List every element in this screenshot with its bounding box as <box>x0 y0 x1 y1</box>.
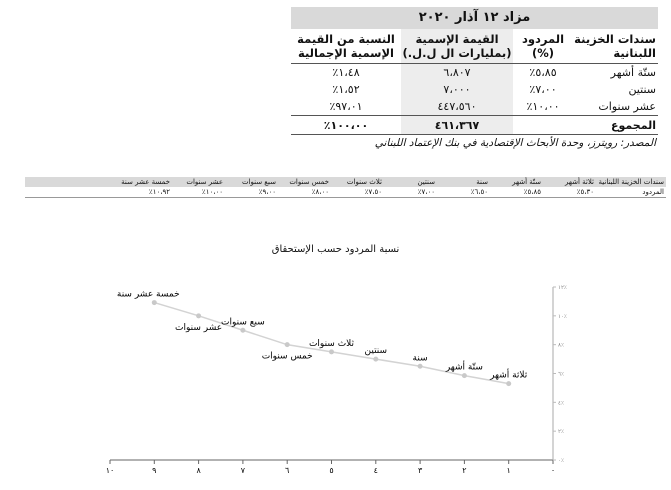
header-bonds: سندات الخزينة اللبنانية <box>574 32 656 60</box>
strip-header-cell: سنة <box>476 178 488 186</box>
x-tick-label: ١٠ <box>105 466 115 475</box>
data-point-marker <box>373 357 378 362</box>
cell-bond: سنتين <box>628 83 656 96</box>
cell-yield: ٥،٨٥٪ <box>529 66 557 79</box>
data-point-marker <box>418 364 423 369</box>
source-note: المصدر: رويترز، وحدة الأبحاث الإقتصادية في بنك الإعتماد اللبناني <box>374 137 656 149</box>
cell-nominal: ٤٤٧،٥٦٠ <box>401 98 513 115</box>
strip-value-cell: ١٠،٠٠٪ <box>201 188 223 196</box>
chart-title: نسبة المردود حسب الإستحقاق <box>271 244 400 255</box>
strip-header-cell: سبع سنوات <box>241 178 276 186</box>
strip-value-cell: ٩،٠٠٪ <box>258 188 276 196</box>
data-point-label: خمسة عشر سنة <box>116 289 180 300</box>
x-tick-label: ١ <box>506 466 511 475</box>
cell-bond: ستّة أشهر <box>610 66 656 79</box>
y-tick-label: ٨٪ <box>558 342 564 349</box>
cell-yield: ٧،٠٠٪ <box>529 83 557 96</box>
x-tick-label: ٢ <box>462 466 467 475</box>
total-label: المجموع <box>611 118 656 132</box>
strip-value-cell: ٧،٠٠٪ <box>417 188 435 196</box>
x-tick-label: ٣ <box>417 466 423 475</box>
strip-header-cell: ثلاثة أشهر <box>565 178 594 186</box>
total-share: ١٠٠،٠٠٪ <box>323 118 369 132</box>
x-tick-label: ٤ <box>373 466 378 475</box>
y-tick-label: ١٠٪ <box>558 313 567 320</box>
y-tick-label: ٤٪ <box>558 400 564 407</box>
data-point-label: ستّة أشهر <box>445 362 483 373</box>
data-point-marker <box>506 381 511 386</box>
strip-value-cell: المردود <box>642 188 664 196</box>
strip-header-cell: عشر سنوات <box>186 178 223 186</box>
strip-value-cell: ٨،٠٠٪ <box>311 188 329 196</box>
strip-value-cell: ٧،٥٠٪ <box>364 188 382 196</box>
data-point-label: ثلاث سنوات <box>308 338 355 349</box>
cell-nominal: ٦،٨٠٧ <box>401 64 513 81</box>
data-point-label: سبع سنوات <box>221 317 265 328</box>
auction-title: مزاد ١٢ آذار ٢٠٢٠ <box>291 7 658 29</box>
data-point-label: ثلاثة أشهر <box>490 370 528 381</box>
x-tick-label: ٨ <box>196 466 201 475</box>
data-point-label: سنتين <box>364 346 388 357</box>
strip-header-cell: خمس سنوات <box>289 178 329 186</box>
cell-share: ١،٤٨٪ <box>332 66 360 79</box>
cell-bond: عشر سنوات <box>598 100 656 113</box>
header-nominal: القيمة الإسمية (بمليارات ال ل.ل.) <box>401 29 513 63</box>
strip-value-cell: ١٠،٩٢٪ <box>148 188 170 196</box>
strip-header-cell: سنتين <box>417 178 435 186</box>
cell-share: ٩٧،٠١٪ <box>329 100 363 113</box>
data-point-label: خمس سنوات <box>261 351 313 362</box>
data-point-marker <box>240 328 245 333</box>
strip-header-cell: سندات الخزينة اللبنانية <box>598 178 664 186</box>
data-point-marker <box>285 342 290 347</box>
x-tick-label: ٧ <box>240 466 246 475</box>
total-nominal: ٤٦١،٣٦٧ <box>401 116 513 134</box>
y-tick-label: ١٢٪ <box>558 285 567 291</box>
data-point-marker <box>462 373 467 378</box>
y-tick-label: ٢٪ <box>558 429 564 436</box>
cell-nominal: ٧،٠٠٠ <box>401 81 513 98</box>
data-point-label: عشر سنوات <box>175 322 223 333</box>
x-tick-label: ٥ <box>329 466 334 475</box>
header-share: النسبة من القيمة الإسمية الإجمالية <box>297 32 395 60</box>
data-point-marker <box>329 349 334 354</box>
header-yield: المردود (%) <box>521 32 565 60</box>
strip-value-cell: ٥،٨٥٪ <box>523 188 541 196</box>
strip-header-cell: ثلاث سنوات <box>346 178 382 186</box>
x-tick-label: ٦ <box>285 466 290 475</box>
cell-share: ١،٥٢٪ <box>332 83 360 96</box>
cell-yield: ١٠،٠٠٪ <box>526 100 560 113</box>
y-tick-label: ٠٪ <box>558 458 564 464</box>
strip-value-cell: ٥،٣٠٪ <box>576 188 594 196</box>
strip-header-cell: خمسة عشر سنة <box>121 178 170 186</box>
data-point-label: سنة <box>412 353 428 364</box>
strip-value-cell: ٦،٥٠٪ <box>470 188 488 196</box>
strip-header-cell: ستّة أشهر <box>512 178 541 186</box>
data-point-marker <box>196 313 201 318</box>
x-tick-label: ٩ <box>152 466 157 475</box>
x-tick-label: ٠ <box>550 466 556 475</box>
data-point-marker <box>152 300 157 305</box>
y-tick-label: ٦٪ <box>558 371 564 378</box>
